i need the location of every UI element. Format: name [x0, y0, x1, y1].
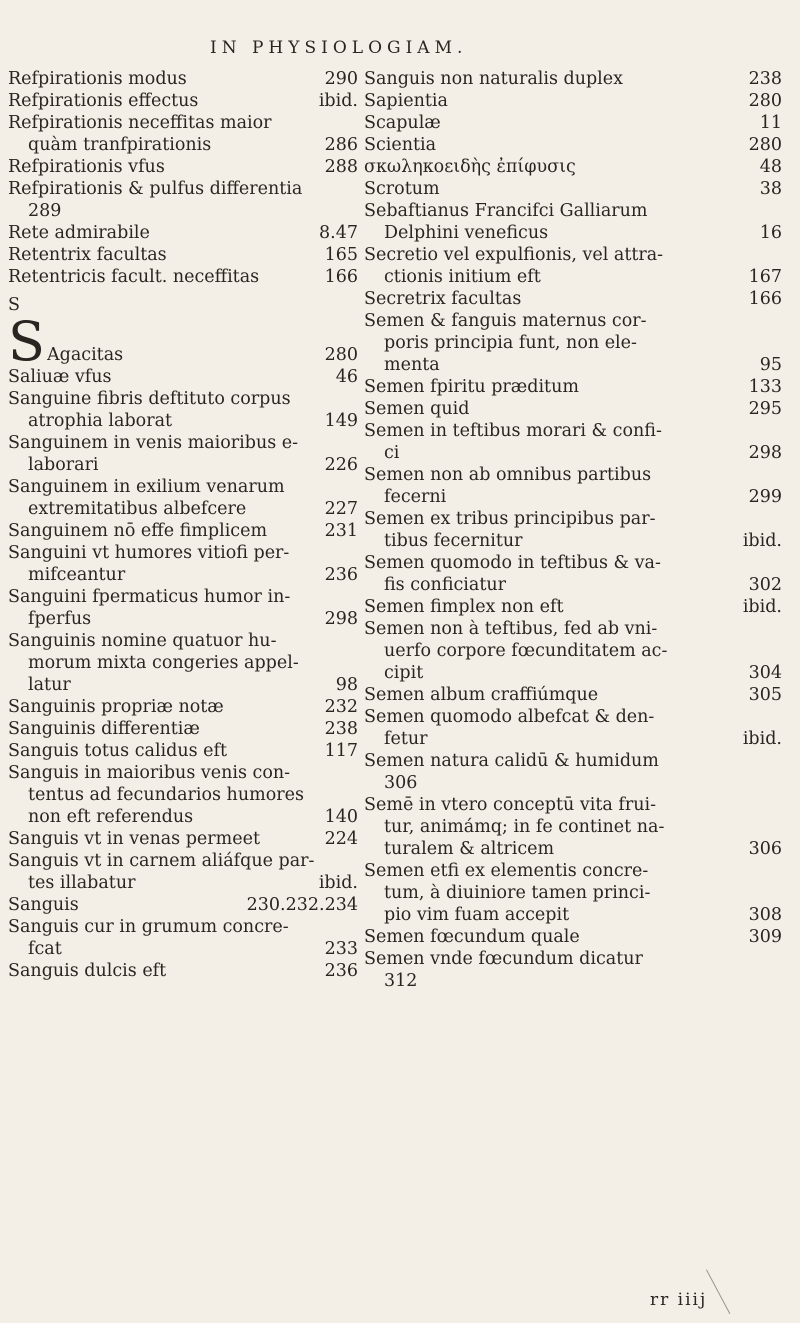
- page-ref: 8.47: [319, 223, 358, 243]
- index-entry: [364, 838, 782, 860]
- entry-text: Semen non ab omnibus partibus: [364, 465, 652, 485]
- entry-text: laborari: [28, 455, 99, 475]
- index-entry: [8, 586, 358, 608]
- entry-text: Scientia: [364, 135, 437, 155]
- entry-text: 306: [384, 773, 418, 793]
- index-entry: [8, 696, 358, 718]
- index-entry: [364, 200, 782, 222]
- entry-text: Sanguinem nō effe fimplicem: [8, 521, 268, 541]
- page-ref: 231: [324, 521, 358, 541]
- index-entry: [364, 794, 782, 816]
- page-ref: 95: [759, 355, 782, 375]
- entry-text: Sapientia: [364, 91, 448, 111]
- entry-text: Semē in vtero conceptū vita frui-: [364, 795, 656, 815]
- entry-text: tibus fecernitur: [384, 531, 523, 551]
- entry-text: Rete admirabile: [8, 223, 150, 243]
- entry-text: Agacitas: [47, 345, 124, 365]
- entry-text: Semen in teftibus morari & confi-: [364, 421, 662, 441]
- entry-text: Semen fpiritu præditum: [364, 377, 579, 397]
- index-entry: [364, 970, 782, 992]
- page-ref: 280: [748, 135, 782, 155]
- index-entry: [8, 388, 358, 410]
- entry-text: non eft referendus: [28, 807, 194, 827]
- entry-text: fcat: [28, 939, 62, 959]
- entry-text: Sanguinis propriæ notæ: [8, 697, 224, 717]
- page-ref: 298: [748, 443, 782, 463]
- entry-text: Secretrix facultas: [364, 289, 522, 309]
- entry-text: Refpirationis vfus: [8, 157, 165, 177]
- index-entry: [8, 200, 358, 222]
- entry-text: mifceantur: [28, 565, 126, 585]
- index-entry: [364, 134, 782, 156]
- entry-text: Semen quomodo in teftibus & va-: [364, 553, 661, 573]
- entry-text: pio vim fuam accepit: [384, 905, 570, 925]
- entry-text: Semen album craffiúmque: [364, 685, 599, 705]
- entry-text: 312: [384, 971, 418, 991]
- entry-text: ctionis initium eft: [384, 267, 541, 287]
- entry-text: Sanguis: [8, 895, 79, 915]
- page-ref: 48: [759, 157, 782, 177]
- entry-text: Secretio vel expulfionis, vel attra-: [364, 245, 664, 265]
- page-ref: 280: [324, 345, 358, 365]
- index-entry: [8, 960, 358, 982]
- entry-text: ci: [384, 443, 400, 463]
- entry-text: Delphini veneficus: [384, 223, 549, 243]
- page-ref: 166: [324, 267, 358, 287]
- page-ref: 165: [324, 245, 358, 265]
- page-ref: 236: [324, 565, 358, 585]
- entry-text: cipit: [384, 663, 424, 683]
- index-entry: [8, 608, 358, 630]
- entry-text: Sanguis non naturalis duplex: [364, 69, 623, 89]
- index-entry: [364, 156, 782, 178]
- page-ref: 238: [748, 69, 782, 89]
- index-entry: [364, 464, 782, 486]
- page-ref: 230.232.234: [246, 895, 358, 915]
- index-entry: [364, 904, 782, 926]
- page-ref: 227: [324, 499, 358, 519]
- index-entry: [8, 938, 358, 960]
- entry-text: Scrotum: [364, 179, 440, 199]
- entry-text: Sanguinem in exilium venarum: [8, 477, 285, 497]
- index-entry: [364, 332, 782, 354]
- page-ref: ibid.: [318, 873, 358, 893]
- index-entry: [8, 916, 358, 938]
- entry-text: latur: [28, 675, 71, 695]
- page-ref: ibid.: [742, 531, 782, 551]
- page-ref: 308: [748, 905, 782, 925]
- index-entry: [8, 652, 358, 674]
- entry-text: fecerni: [384, 487, 447, 507]
- entry-text: Semen etfi ex elementis concre-: [364, 861, 649, 881]
- entry-text: Semen fœcundum quale: [364, 927, 580, 947]
- index-entry: [8, 542, 358, 564]
- entry-text: Retentricis facult. neceffitas: [8, 267, 260, 287]
- page-ref: 302: [748, 575, 782, 595]
- entry-text: menta: [384, 355, 440, 375]
- signature-mark: rr iiij: [650, 1290, 708, 1310]
- index-entry: [8, 476, 358, 498]
- entry-text: Sanguis vt in venas permeet: [8, 829, 260, 849]
- entry-text: Semen & fanguis maternus cor-: [364, 311, 647, 331]
- page-ref: 280: [748, 91, 782, 111]
- index-entry: [364, 508, 782, 530]
- page-ref: 232: [324, 697, 358, 717]
- index-entry: [8, 112, 358, 134]
- page-ref: ibid.: [742, 597, 782, 617]
- entry-text: tum, à diuiniore tamen princi-: [384, 883, 651, 903]
- index-entry: [8, 850, 358, 872]
- index-entry: [364, 618, 782, 640]
- index-entry: [364, 816, 782, 838]
- index-entry: [364, 398, 782, 420]
- index-entry: [364, 222, 782, 244]
- entry-text: Sanguini vt humores vitiofi per-: [8, 543, 290, 563]
- entry-text: uerfo corpore fœcunditatem ac-: [384, 641, 668, 661]
- page-ref: 140: [324, 807, 358, 827]
- page-ref: 304: [748, 663, 782, 683]
- index-entry: [364, 376, 782, 398]
- index-entry: [364, 112, 782, 134]
- entry-text: tes illabatur: [28, 873, 136, 893]
- index-entry: [8, 410, 358, 432]
- index-entry: [364, 420, 782, 442]
- index-entry: [364, 244, 782, 266]
- index-entry: [364, 860, 782, 882]
- index-entry: [8, 784, 358, 806]
- index-entry: [364, 640, 782, 662]
- index-entry: [8, 740, 358, 762]
- page-ref: 98: [335, 675, 358, 695]
- index-entry: [364, 288, 782, 310]
- entry-text: Saliuæ vfus: [8, 367, 112, 387]
- page-ref: 233: [324, 939, 358, 959]
- page-ref: 117: [324, 741, 358, 761]
- entry-text: quàm tranfpirationis: [28, 135, 212, 155]
- index-entry: [8, 894, 358, 916]
- index-entry: [364, 552, 782, 574]
- index-entry: [364, 948, 782, 970]
- index-entry: [8, 310, 358, 373]
- index-entry: [8, 520, 358, 542]
- index-entry: [364, 684, 782, 706]
- entry-text: Sanguinis differentiæ: [8, 719, 200, 739]
- index-entry: [364, 706, 782, 728]
- index-entry: [8, 90, 358, 112]
- index-entry: [364, 310, 782, 332]
- page-ref: 236: [324, 961, 358, 981]
- index-entry: [364, 926, 782, 948]
- page-ref: 149: [324, 411, 358, 431]
- entry-text: Scapulæ: [364, 113, 441, 133]
- index-entry: [8, 674, 358, 696]
- entry-text: Sanguis dulcis eft: [8, 961, 167, 981]
- entry-text: Semen natura calidū & humidum: [364, 751, 659, 771]
- index-column-left: [8, 68, 358, 982]
- entry-text: tur, animámq; in fe continet na-: [384, 817, 665, 837]
- entry-text: Refpirationis neceffitas maior: [8, 113, 272, 133]
- entry-text: fetur: [384, 729, 428, 749]
- index-entry: [8, 134, 358, 156]
- entry-text: Sanguinis nomine quatuor hu-: [8, 631, 277, 651]
- page-ref: 11: [759, 113, 782, 133]
- index-entry: [8, 454, 358, 476]
- index-entry: [8, 564, 358, 586]
- index-entry: [364, 596, 782, 618]
- index-entry: [364, 728, 782, 750]
- index-entry: [364, 772, 782, 794]
- index-entry: [364, 750, 782, 772]
- index-entry: [8, 432, 358, 454]
- index-entry: [8, 366, 358, 388]
- entry-text: extremitatibus albefcere: [28, 499, 247, 519]
- page-ref: 167: [748, 267, 782, 287]
- entry-text: Refpirationis effectus: [8, 91, 199, 111]
- index-entry: [364, 574, 782, 596]
- index-entry: [8, 872, 358, 894]
- index-entry: [364, 486, 782, 508]
- running-header: IN PHYSIOLOGIAM.: [210, 38, 468, 58]
- index-entry: [8, 178, 358, 200]
- entry-text: fis conficiatur: [384, 575, 506, 595]
- page-ref: 38: [759, 179, 782, 199]
- index-entry: [364, 266, 782, 288]
- entry-text: Sanguis vt in carnem aliáfque par-: [8, 851, 315, 871]
- index-entry: [364, 90, 782, 112]
- entry-text: 289: [28, 201, 62, 221]
- drop-initial: S: [8, 310, 45, 373]
- index-entry: [364, 662, 782, 684]
- index-entry: [8, 156, 358, 178]
- entry-text: Sebaftianus Francifci Galliarum: [364, 201, 648, 221]
- page-ref: ibid.: [742, 729, 782, 749]
- entry-text: morum mixta congeries appel-: [28, 653, 299, 673]
- page-ref: 16: [759, 223, 782, 243]
- index-entry: [364, 68, 782, 90]
- page-ref: 290: [324, 69, 358, 89]
- entry-text: S: [8, 295, 20, 315]
- index-entry: [8, 222, 358, 244]
- page-ref: 295: [748, 399, 782, 419]
- page-ref: 306: [748, 839, 782, 859]
- entry-text: Semen non à teftibus, fed ab vni-: [364, 619, 658, 639]
- index-entry: [364, 442, 782, 464]
- index-entry: [364, 354, 782, 376]
- index-entry: [8, 244, 358, 266]
- page-ref: 305: [748, 685, 782, 705]
- index-entry: [8, 266, 358, 288]
- entry-text: turalem & altricem: [384, 839, 555, 859]
- page-ref: 224: [324, 829, 358, 849]
- page-ref: 298: [324, 609, 358, 629]
- page-ref: 226: [324, 455, 358, 475]
- index-entry: [364, 178, 782, 200]
- page-ref: 286: [324, 135, 358, 155]
- page-ref: 166: [748, 289, 782, 309]
- index-entry: [364, 530, 782, 552]
- entry-text: tentus ad fecundarios humores: [28, 785, 304, 805]
- entry-text: Semen vnde fœcundum dicatur: [364, 949, 643, 969]
- page-ref: 238: [324, 719, 358, 739]
- entry-text: fperfus: [28, 609, 92, 629]
- entry-text: Refpirationis & pulfus differentia: [8, 179, 303, 199]
- index-entry: [8, 498, 358, 520]
- entry-text: Semen ex tribus principibus par-: [364, 509, 656, 529]
- index-entry: [8, 630, 358, 652]
- index-entry: [8, 828, 358, 850]
- entry-text: Sanguinem in venis maioribus e-: [8, 433, 299, 453]
- index-column-right: [364, 68, 782, 992]
- entry-text: atrophia laborat: [28, 411, 173, 431]
- entry-text: Sanguis in maioribus venis con-: [8, 763, 291, 783]
- page-ref: 133: [748, 377, 782, 397]
- entry-text: Semen quid: [364, 399, 470, 419]
- entry-text: Semen fimplex non eft: [364, 597, 564, 617]
- entry-text: Sanguis cur in grumum concre-: [8, 917, 289, 937]
- entry-text: Sanguis totus calidus eft: [8, 741, 228, 761]
- page-ref: 299: [748, 487, 782, 507]
- entry-text: Refpirationis modus: [8, 69, 187, 89]
- page-ref: 46: [335, 367, 358, 387]
- index-entry: [8, 718, 358, 740]
- entry-text: Semen quomodo albefcat & den-: [364, 707, 655, 727]
- entry-text: poris principia funt, non ele-: [384, 333, 637, 353]
- section-letter: [8, 288, 358, 320]
- index-entry: [8, 68, 358, 90]
- index-entry: [364, 882, 782, 904]
- index-entry: [8, 806, 358, 828]
- page-ref: 309: [748, 927, 782, 947]
- entry-text: Sanguini fpermaticus humor in-: [8, 587, 291, 607]
- entry-text: σκωληκοειδὴς ἐπίφυσις: [364, 157, 576, 177]
- entry-text: Retentrix facultas: [8, 245, 167, 265]
- index-entry: [8, 762, 358, 784]
- page-edge-mark: [706, 1270, 730, 1315]
- entry-text: Sanguine fibris deftituto corpus: [8, 389, 291, 409]
- page-ref: 288: [324, 157, 358, 177]
- page-ref: ibid.: [318, 91, 358, 111]
